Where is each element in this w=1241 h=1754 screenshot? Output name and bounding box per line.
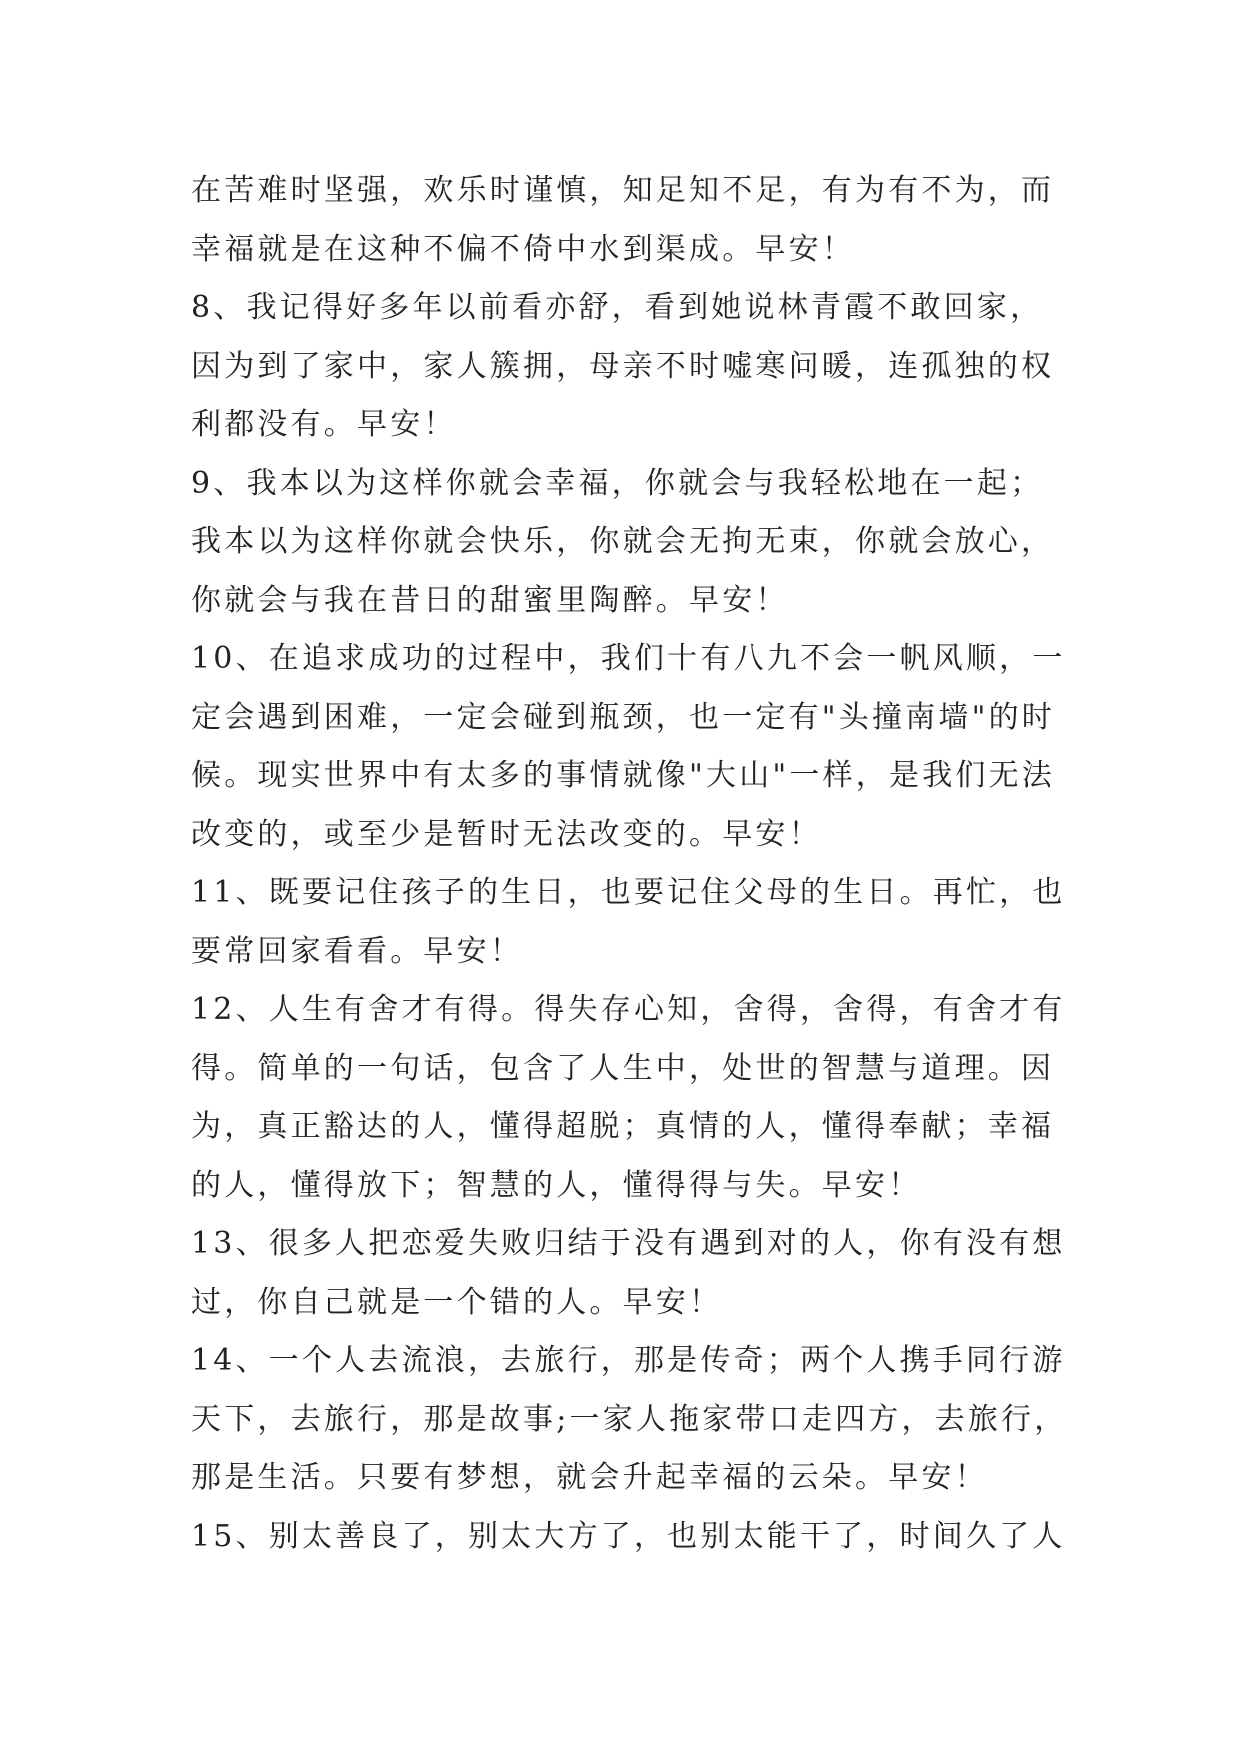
- text-line: 15、别太善良了，别太大方了，也别太能干了，时间久了人: [191, 1518, 1066, 1554]
- document-body: [191, 162, 1071, 1566]
- text-line: 天下，去旅行，那是故事;一家人拖家带口走四方，去旅行，: [191, 1401, 1068, 1437]
- text-line: 13、很多人把恋爱失败归结于没有遇到对的人，你有没有想: [191, 1226, 1066, 1261]
- text-line: 的人，懂得放下；智慧的人，懂得得与失。早安！: [191, 1167, 922, 1203]
- text-line: 过，你自己就是一个错的人。早安！: [191, 1284, 723, 1320]
- text-line: 12、人生有舍才有得。得失存心知，舍得，舍得，有舍才有: [191, 992, 1066, 1027]
- text-line: 14、一个人去流浪，去旅行，那是传奇；两个人携手同行游: [191, 1343, 1066, 1378]
- text-line: 我本以为这样你就会快乐，你就会无拘无束，你就会放心，: [191, 524, 1055, 559]
- text-line: 11、既要记住孩子的生日，也要记住父母的生日。再忙，也: [191, 875, 1066, 910]
- text-line: 幸福就是在这种不偏不倚中水到渠成。早安！: [191, 231, 855, 267]
- text-line: 10、在追求成功的过程中，我们十有八九不会一帆风顺，一: [191, 641, 1066, 676]
- text-line: 改变的，或至少是暂时无法改变的。早安！: [191, 816, 822, 852]
- text-line: 你就会与我在昔日的甜蜜里陶醉。早安！: [191, 582, 789, 618]
- text-line: 利都没有。早安！: [191, 407, 457, 442]
- text-line: 8、我记得好多年以前看亦舒，看到她说林青霞不敢回家，: [191, 290, 1044, 325]
- text-line: 在苦难时坚强，欢乐时谨慎，知足知不足，有为有不为，而: [191, 173, 1055, 208]
- text-line: 要常回家看看。早安！: [191, 933, 523, 969]
- text-line: 为，真正豁达的人，懂得超脱；真情的人，懂得奉献；幸福: [191, 1109, 1055, 1144]
- text-line: 9、我本以为这样你就会幸福，你就会与我轻松地在一起；: [191, 465, 1044, 501]
- text-line: 那是生活。只要有梦想，就会升起幸福的云朵。早安！: [191, 1460, 988, 1495]
- text-line: 得。简单的一句话，包含了人生中，处世的智慧与道理。因: [191, 1050, 1055, 1086]
- text-line: 因为到了家中，家人簇拥，母亲不时嘘寒问暖，连孤独的权: [191, 348, 1055, 384]
- text-line: 候。现实世界中有太多的事情就像"大山"一样，是我们无法: [191, 758, 1055, 793]
- text-line: 定会遇到困难，一定会碰到瓶颈，也一定有"头撞南墙"的时: [191, 699, 1055, 735]
